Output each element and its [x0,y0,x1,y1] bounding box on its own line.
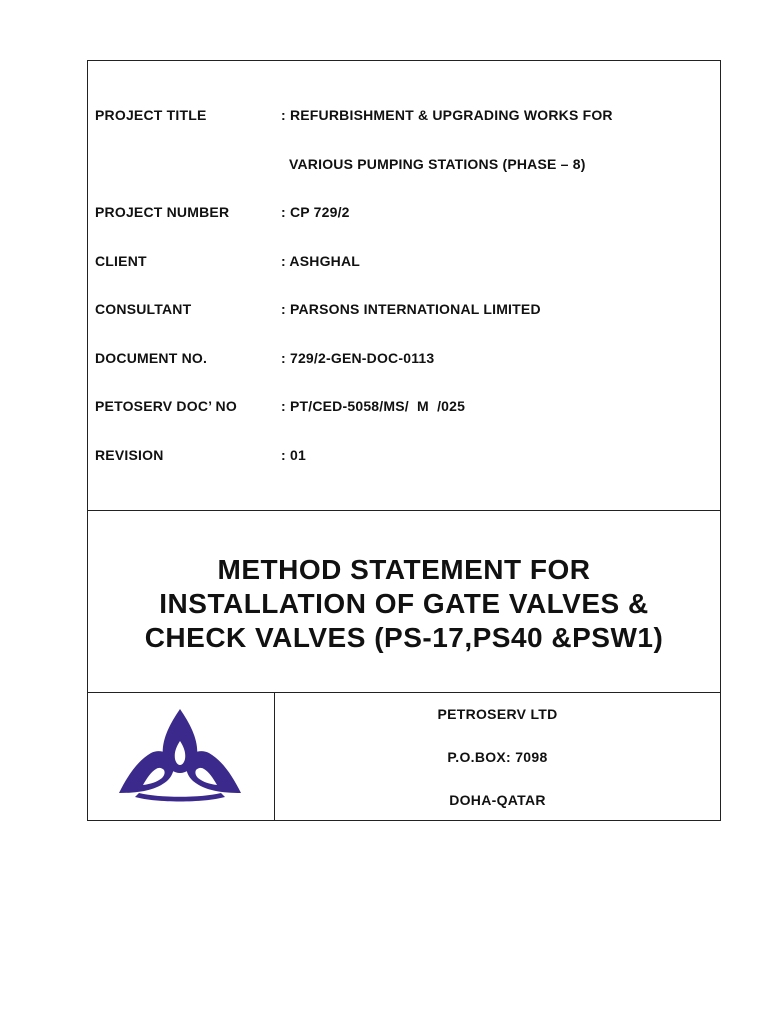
document-title-line-3: CHECK VALVES (PS-17,PS40 &PSW1) [144,621,664,653]
field-label: PETOSERV DOC’ NO [95,398,237,414]
field-revision [95,447,306,463]
field-document-no [95,350,434,366]
field-project-title-continued: VARIOUS PUMPING STATIONS (PHASE – 8) [289,156,586,172]
field-label: DOCUMENT NO. [95,350,208,366]
field-petoserv-doc-no [95,398,465,414]
document-title [145,553,664,655]
field-project-title [95,107,613,123]
field-project-number [95,204,350,220]
field-label: PROJECT TITLE [95,107,207,123]
field-value: : CP 729/2 [281,204,350,220]
field-value: : 01 [281,447,306,463]
field-consultant [95,301,541,317]
company-location: DOHA-QATAR [449,792,546,808]
document-title-section [88,511,720,693]
field-value: : 729/2-GEN-DOC-0113 [281,350,435,366]
document-title-line-2: INSTALLATION OF GATE VALVES & [159,587,649,619]
company-info-cell [275,693,720,820]
project-info-section [88,61,720,511]
field-label: REVISION [95,447,164,463]
document-cover-sheet [87,60,721,821]
field-value: : ASHGHAL [281,253,361,269]
logo-cell [88,693,275,820]
field-value: : PARSONS INTERNATIONAL LIMITED [281,301,541,317]
petroserv-logo-icon [117,707,243,803]
document-title-line-1: METHOD STATEMENT FOR [217,553,591,585]
company-footer [88,693,720,820]
field-label: CLIENT [95,253,147,269]
field-label: PROJECT NUMBER [95,204,230,220]
field-label: CONSULTANT [95,301,192,317]
field-value: : PT/CED-5058/MS/ M /025 [281,398,466,414]
field-value: : REFURBISHMENT & UPGRADING WORKS FOR [281,107,613,123]
company-name: PETROSERV LTD [437,706,558,722]
company-pobox: P.O.BOX: 7098 [447,749,548,765]
field-client [95,253,360,269]
